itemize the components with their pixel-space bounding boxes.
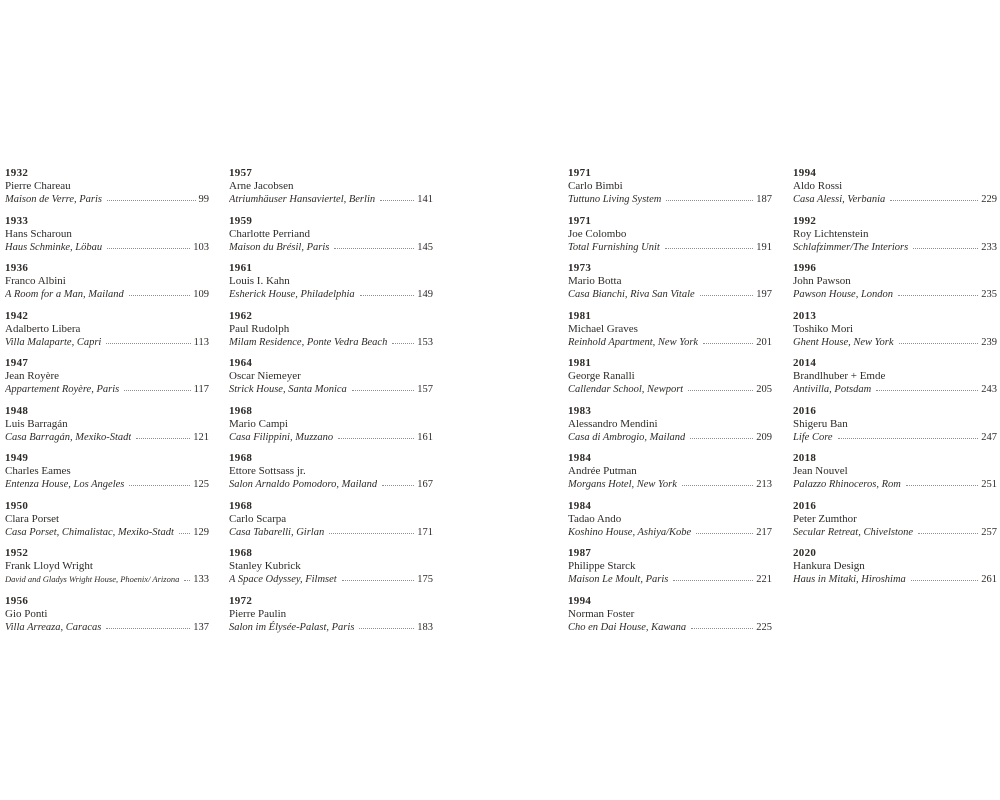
dot-leader <box>898 295 978 296</box>
dot-leader <box>690 438 753 439</box>
entry-year: 1968 <box>229 499 253 512</box>
entry-work-title: A Space Odyssey, Filmset <box>229 574 337 585</box>
dot-leader <box>106 628 190 629</box>
entry-page-number: 239 <box>981 336 997 348</box>
dot-leader <box>918 533 978 534</box>
toc-entry <box>793 310 997 349</box>
toc-entry <box>5 452 209 491</box>
entry-year: 1987 <box>568 547 592 559</box>
entry-year: 1968 <box>229 452 253 464</box>
entry-page-number: 233 <box>981 241 997 253</box>
dot-leader <box>342 580 415 581</box>
entry-year: 1936 <box>5 262 29 274</box>
entry-page-number: 109 <box>193 289 209 300</box>
entry-work-title: Casa Porset, Chimalistac, Mexiko-Stadt <box>5 526 174 538</box>
entry-work-title: Casa Alessi, Verbania <box>793 194 886 205</box>
entry-year: 1972 <box>229 594 253 607</box>
entry-year: 1962 <box>229 309 253 322</box>
entry-page-number: 149 <box>417 289 433 300</box>
entry-work-title: Haus Schminke, Löbau <box>5 241 103 253</box>
dot-leader <box>338 438 414 439</box>
entry-designer-name: Paul Rudolph <box>229 322 290 335</box>
entry-work-line <box>229 621 433 634</box>
entry-designer-name: Roy Lichtenstein <box>793 227 869 240</box>
entry-work-line <box>568 621 772 634</box>
entry-work-line <box>568 288 772 301</box>
entry-page-number: 129 <box>193 526 209 538</box>
entry-year: 1968 <box>229 547 253 559</box>
entry-work-line <box>229 573 433 586</box>
entry-year: 2016 <box>793 499 817 512</box>
entry-year: 2020 <box>793 547 817 559</box>
entry-work-title: Ghent House, New York <box>793 336 894 348</box>
toc-entry <box>568 262 772 301</box>
entry-year: 1932 <box>5 167 29 179</box>
entry-designer-name: Ettore Sottsass jr. <box>229 465 306 477</box>
entry-year: 1983 <box>568 404 592 417</box>
toc-entry <box>5 215 209 254</box>
dot-leader <box>666 200 753 201</box>
entry-year: 1933 <box>5 214 29 227</box>
entry-page-number: 113 <box>193 336 209 348</box>
toc-entry <box>5 595 209 634</box>
entry-designer-name: Norman Foster <box>568 607 635 620</box>
entry-work-title: Maison Le Moult, Paris <box>568 574 669 585</box>
toc-entry <box>568 500 772 539</box>
dot-leader <box>136 438 190 439</box>
entry-page-number: 103 <box>193 241 209 253</box>
toc-column-3 <box>568 167 772 642</box>
entry-page-number: 221 <box>756 574 772 585</box>
entry-year: 1973 <box>568 262 592 274</box>
entry-year: 1959 <box>229 214 253 227</box>
dot-leader <box>838 438 979 439</box>
entry-page-number: 217 <box>756 526 772 538</box>
entry-work-line <box>229 193 433 206</box>
entry-work-line <box>793 193 997 206</box>
entry-work-title: Atriumhäuser Hansaviertel, Berlin <box>229 194 376 205</box>
entry-work-line <box>793 241 997 254</box>
entry-designer-name: Brandlhuber + Emde <box>793 370 886 382</box>
entry-year: 2013 <box>793 309 817 322</box>
entry-year: 1961 <box>229 262 253 274</box>
entry-designer-name: Oscar Niemeyer <box>229 370 301 382</box>
dot-leader <box>890 200 978 201</box>
entry-year: 1956 <box>5 594 29 607</box>
entry-work-title: Appartement Royère, Paris <box>5 384 120 395</box>
entry-work-title: Callendar School, Newport <box>568 384 684 395</box>
dot-leader <box>703 343 753 344</box>
entry-work-line <box>568 241 772 254</box>
toc-entry <box>568 215 772 254</box>
entry-page-number: 117 <box>193 384 209 395</box>
entry-work-line <box>568 193 772 206</box>
entry-work-title: Casa Bianchi, Riva San Vitale <box>568 289 695 300</box>
entry-designer-name: Louis I. Kahn <box>229 275 290 287</box>
entry-work-line <box>568 478 772 491</box>
dot-leader <box>876 390 978 391</box>
dot-leader <box>913 248 978 249</box>
entry-page-number: 229 <box>981 194 997 205</box>
entry-designer-name: Mario Campi <box>229 417 288 430</box>
entry-work-line <box>229 336 433 349</box>
entry-work-line <box>793 383 997 396</box>
entry-work-line <box>229 431 433 444</box>
toc-entry <box>793 215 997 254</box>
entry-year: 1984 <box>568 499 592 512</box>
entry-year: 1952 <box>5 547 29 559</box>
entry-page-number: 167 <box>417 479 433 490</box>
dot-leader <box>329 533 414 534</box>
entry-work-title: Casa Filippini, Muzzano <box>229 431 334 443</box>
entry-work-title: Life Core <box>793 431 833 443</box>
entry-work-line <box>5 288 209 301</box>
entry-work-line <box>229 241 433 254</box>
entry-year: 1957 <box>229 167 253 179</box>
entry-work-line <box>5 621 209 634</box>
entry-year: 1981 <box>568 357 592 369</box>
entry-designer-name: Stanley Kubrick <box>229 560 301 572</box>
toc-entry <box>568 167 772 206</box>
entry-page-number: 205 <box>756 384 772 395</box>
dot-leader <box>700 295 754 296</box>
entry-work-line <box>5 383 209 396</box>
entry-year: 2018 <box>793 452 817 464</box>
toc-entry <box>5 547 209 586</box>
entry-page-number: 153 <box>417 336 433 348</box>
entry-work-title: David and Gladys Wright House, Phoenix/ Arizona <box>5 574 180 584</box>
toc-entry <box>5 405 209 444</box>
dot-leader <box>906 485 978 486</box>
entry-year: 1996 <box>793 262 817 274</box>
entry-designer-name: Alessandro Mendini <box>568 417 658 430</box>
entry-work-title: Secular Retreat, Chivelstone <box>793 526 914 538</box>
dot-leader <box>688 390 753 391</box>
entry-designer-name: Aldo Rossi <box>793 180 843 192</box>
dot-leader <box>334 248 414 249</box>
entry-work-title: Reinhold Apartment, New York <box>568 336 699 348</box>
entry-designer-name: Adalberto Libera <box>5 322 81 335</box>
toc-entry <box>568 547 772 586</box>
entry-work-line <box>568 573 772 586</box>
toc-entry <box>229 310 433 349</box>
entry-year: 1942 <box>5 309 29 322</box>
entry-page-number: 161 <box>417 431 433 443</box>
entry-work-title: Total Furnishing Unit <box>568 241 660 253</box>
entry-work-line <box>229 288 433 301</box>
entry-year: 1992 <box>793 214 817 227</box>
dot-leader <box>352 390 414 391</box>
entry-work-line <box>5 336 209 349</box>
entry-designer-name: Carlo Bimbi <box>568 180 623 192</box>
entry-page-number: 201 <box>756 336 772 348</box>
toc-entry <box>568 357 772 396</box>
dot-leader <box>360 295 415 296</box>
entry-designer-name: Hankura Design <box>793 560 865 572</box>
toc-entry <box>229 215 433 254</box>
dot-leader <box>124 390 190 391</box>
entry-year: 1947 <box>5 357 29 369</box>
entry-designer-name: Jean Nouvel <box>793 465 848 477</box>
entry-year: 1994 <box>793 167 817 179</box>
entry-work-title: Palazzo Rhinoceros, Rom <box>793 479 901 490</box>
toc-entry <box>793 500 997 539</box>
toc-entry <box>793 547 997 586</box>
entry-work-line <box>5 241 209 254</box>
entry-year: 1981 <box>568 309 592 322</box>
entry-work-title: Antivilla, Potsdam <box>793 384 872 395</box>
entry-year: 1948 <box>5 404 29 417</box>
entry-designer-name: George Ranalli <box>568 370 635 382</box>
entry-designer-name: Andrée Putman <box>568 465 637 477</box>
entry-designer-name: Michael Graves <box>568 322 638 335</box>
entry-page-number: 261 <box>981 574 997 585</box>
entry-work-line <box>568 526 772 539</box>
entry-year: 1994 <box>568 594 592 607</box>
entry-work-line <box>5 526 209 539</box>
entry-work-line <box>568 336 772 349</box>
toc-column-2 <box>229 167 433 642</box>
dot-leader <box>359 628 414 629</box>
entry-work-line <box>568 431 772 444</box>
entry-designer-name: Charles Eames <box>5 465 71 477</box>
entry-page-number: 99 <box>198 194 209 205</box>
toc-entry <box>793 262 997 301</box>
entry-page-number: 175 <box>417 574 433 585</box>
entry-work-line <box>793 288 997 301</box>
entry-designer-name: Pierre Chareau <box>5 180 71 192</box>
entry-designer-name: Arne Jacobsen <box>229 180 294 192</box>
toc-entry <box>229 547 433 586</box>
entry-year: 1971 <box>568 167 592 179</box>
entry-designer-name: Gio Ponti <box>5 607 48 620</box>
entry-page-number: 183 <box>417 621 433 633</box>
entry-work-title: Entenza House, Los Angeles <box>5 479 125 490</box>
entry-work-title: Villa Arreaza, Caracas <box>5 621 102 633</box>
toc-entry <box>568 595 772 634</box>
dot-leader <box>129 485 190 486</box>
entry-work-title: Strick House, Santa Monica <box>229 384 347 395</box>
entry-page-number: 133 <box>193 574 209 585</box>
entry-year: 1971 <box>568 214 592 227</box>
entry-work-line <box>568 383 772 396</box>
dot-leader <box>665 248 753 249</box>
entry-page-number: 225 <box>756 621 772 633</box>
entry-designer-name: Philippe Starck <box>568 560 636 572</box>
dot-leader <box>107 200 195 201</box>
entry-page-number: 251 <box>981 479 997 490</box>
entry-designer-name: Frank Lloyd Wright <box>5 560 93 572</box>
entry-page-number: 145 <box>417 241 433 253</box>
toc-entry <box>568 452 772 491</box>
toc-entry <box>793 452 997 491</box>
toc-entry <box>229 262 433 301</box>
entry-work-title: Casa Barragán, Mexiko-Stadt <box>5 431 132 443</box>
toc-entry <box>5 500 209 539</box>
entry-work-title: Casa di Ambrogio, Mailand <box>568 431 686 443</box>
dot-leader <box>673 580 753 581</box>
entry-work-title: Salon Arnaldo Pomodoro, Mailand <box>229 479 378 490</box>
entry-work-title: Salon im Élysée-Palast, Paris <box>229 621 355 633</box>
entry-page-number: 137 <box>193 621 209 633</box>
entry-work-title: Cho en Dai House, Kawana <box>568 621 687 633</box>
entry-designer-name: Joe Colombo <box>568 227 627 240</box>
entry-page-number: 197 <box>756 289 772 300</box>
entry-work-title: Maison de Verre, Paris <box>5 194 103 205</box>
entry-work-title: Maison du Brésil, Paris <box>229 241 330 253</box>
dot-leader <box>179 533 190 534</box>
entry-page-number: 213 <box>756 479 772 490</box>
dot-leader <box>911 580 978 581</box>
entry-designer-name: Jean Royère <box>5 370 60 382</box>
entry-year: 1964 <box>229 357 253 369</box>
entry-page-number: 209 <box>756 431 772 443</box>
toc-entry <box>793 357 997 396</box>
toc-entry <box>793 167 997 206</box>
dot-leader <box>696 533 753 534</box>
dot-leader <box>129 295 190 296</box>
dot-leader <box>682 485 753 486</box>
entry-work-title: Tuttuno Living System <box>568 194 662 205</box>
entry-year: 2016 <box>793 404 817 417</box>
toc-entry <box>229 357 433 396</box>
toc-entry <box>5 262 209 301</box>
entry-designer-name: Peter Zumthor <box>793 512 857 525</box>
entry-work-line <box>229 526 433 539</box>
entry-designer-name: Franco Albini <box>5 275 66 287</box>
toc-entry <box>5 167 209 206</box>
toc-column-4 <box>793 167 997 595</box>
entry-year: 1984 <box>568 452 592 464</box>
toc-entry <box>5 310 209 349</box>
toc-entry <box>5 357 209 396</box>
dot-leader <box>691 628 753 629</box>
entry-work-line <box>5 431 209 444</box>
dot-leader <box>380 200 414 201</box>
toc-entry <box>793 405 997 444</box>
entry-year: 1950 <box>5 499 29 512</box>
entry-page-number: 191 <box>756 241 772 253</box>
entry-work-line <box>793 573 997 586</box>
dot-leader <box>107 248 190 249</box>
dot-leader <box>382 485 414 486</box>
entry-work-title: A Room for a Man, Mailand <box>5 289 124 300</box>
entry-page-number: 121 <box>193 431 209 443</box>
toc-entry <box>229 167 433 206</box>
entry-designer-name: Hans Scharoun <box>5 227 72 240</box>
entry-work-line <box>793 431 997 444</box>
toc-entry <box>229 405 433 444</box>
entry-work-line <box>793 336 997 349</box>
entry-work-line <box>5 573 209 586</box>
entry-work-line <box>5 193 209 206</box>
entry-page-number: 247 <box>981 431 997 443</box>
entry-page-number: 141 <box>417 194 433 205</box>
entry-work-title: Esherick House, Philadelphia <box>229 289 355 300</box>
entry-work-line <box>793 526 997 539</box>
entry-designer-name: Shigeru Ban <box>793 417 848 430</box>
entry-year: 1949 <box>5 452 29 464</box>
entry-page-number: 187 <box>756 194 772 205</box>
dot-leader <box>184 580 190 581</box>
entry-work-line <box>5 478 209 491</box>
entry-work-line <box>229 383 433 396</box>
entry-work-title: Villa Malaparte, Capri <box>5 336 102 348</box>
entry-designer-name: John Pawson <box>793 275 851 287</box>
dot-leader <box>392 343 414 344</box>
entry-designer-name: Clara Porset <box>5 512 60 525</box>
entry-designer-name: Mario Botta <box>568 275 622 287</box>
toc-entry <box>568 405 772 444</box>
toc-column-1 <box>5 167 209 642</box>
dot-leader <box>106 343 190 344</box>
dot-leader <box>899 343 979 344</box>
entry-page-number: 125 <box>193 479 209 490</box>
toc-entry <box>229 595 433 634</box>
entry-work-title: Haus in Mitaki, Hiroshima <box>793 574 906 585</box>
entry-work-line <box>793 478 997 491</box>
entry-work-title: Koshino House, Ashiya/Kobe <box>568 526 692 538</box>
entry-designer-name: Luis Barragán <box>5 417 68 430</box>
entry-page-number: 157 <box>417 384 433 395</box>
entry-page-number: 257 <box>981 526 997 538</box>
entry-work-title: Pawson House, London <box>793 289 894 300</box>
entry-designer-name: Pierre Paulin <box>229 607 287 620</box>
toc-entry <box>229 452 433 491</box>
entry-work-title: Schlafzimmer/The Interiors <box>793 241 909 253</box>
toc-entry <box>568 310 772 349</box>
entry-page-number: 171 <box>417 526 433 538</box>
entry-work-title: Morgans Hotel, New York <box>568 479 677 490</box>
entry-designer-name: Toshiko Mori <box>793 322 854 335</box>
entry-year: 2014 <box>793 357 817 369</box>
toc-entry <box>229 500 433 539</box>
entry-work-title: Milam Residence, Ponte Vedra Beach <box>229 336 388 348</box>
entry-page-number: 243 <box>981 384 997 395</box>
entry-page-number: 235 <box>981 289 997 300</box>
entry-work-line <box>229 478 433 491</box>
entry-designer-name: Tadao Ando <box>568 512 622 525</box>
entry-year: 1968 <box>229 404 253 417</box>
entry-designer-name: Carlo Scarpa <box>229 512 287 525</box>
entry-work-title: Casa Tabarelli, Girlan <box>229 526 325 538</box>
entry-designer-name: Charlotte Perriand <box>229 227 310 240</box>
